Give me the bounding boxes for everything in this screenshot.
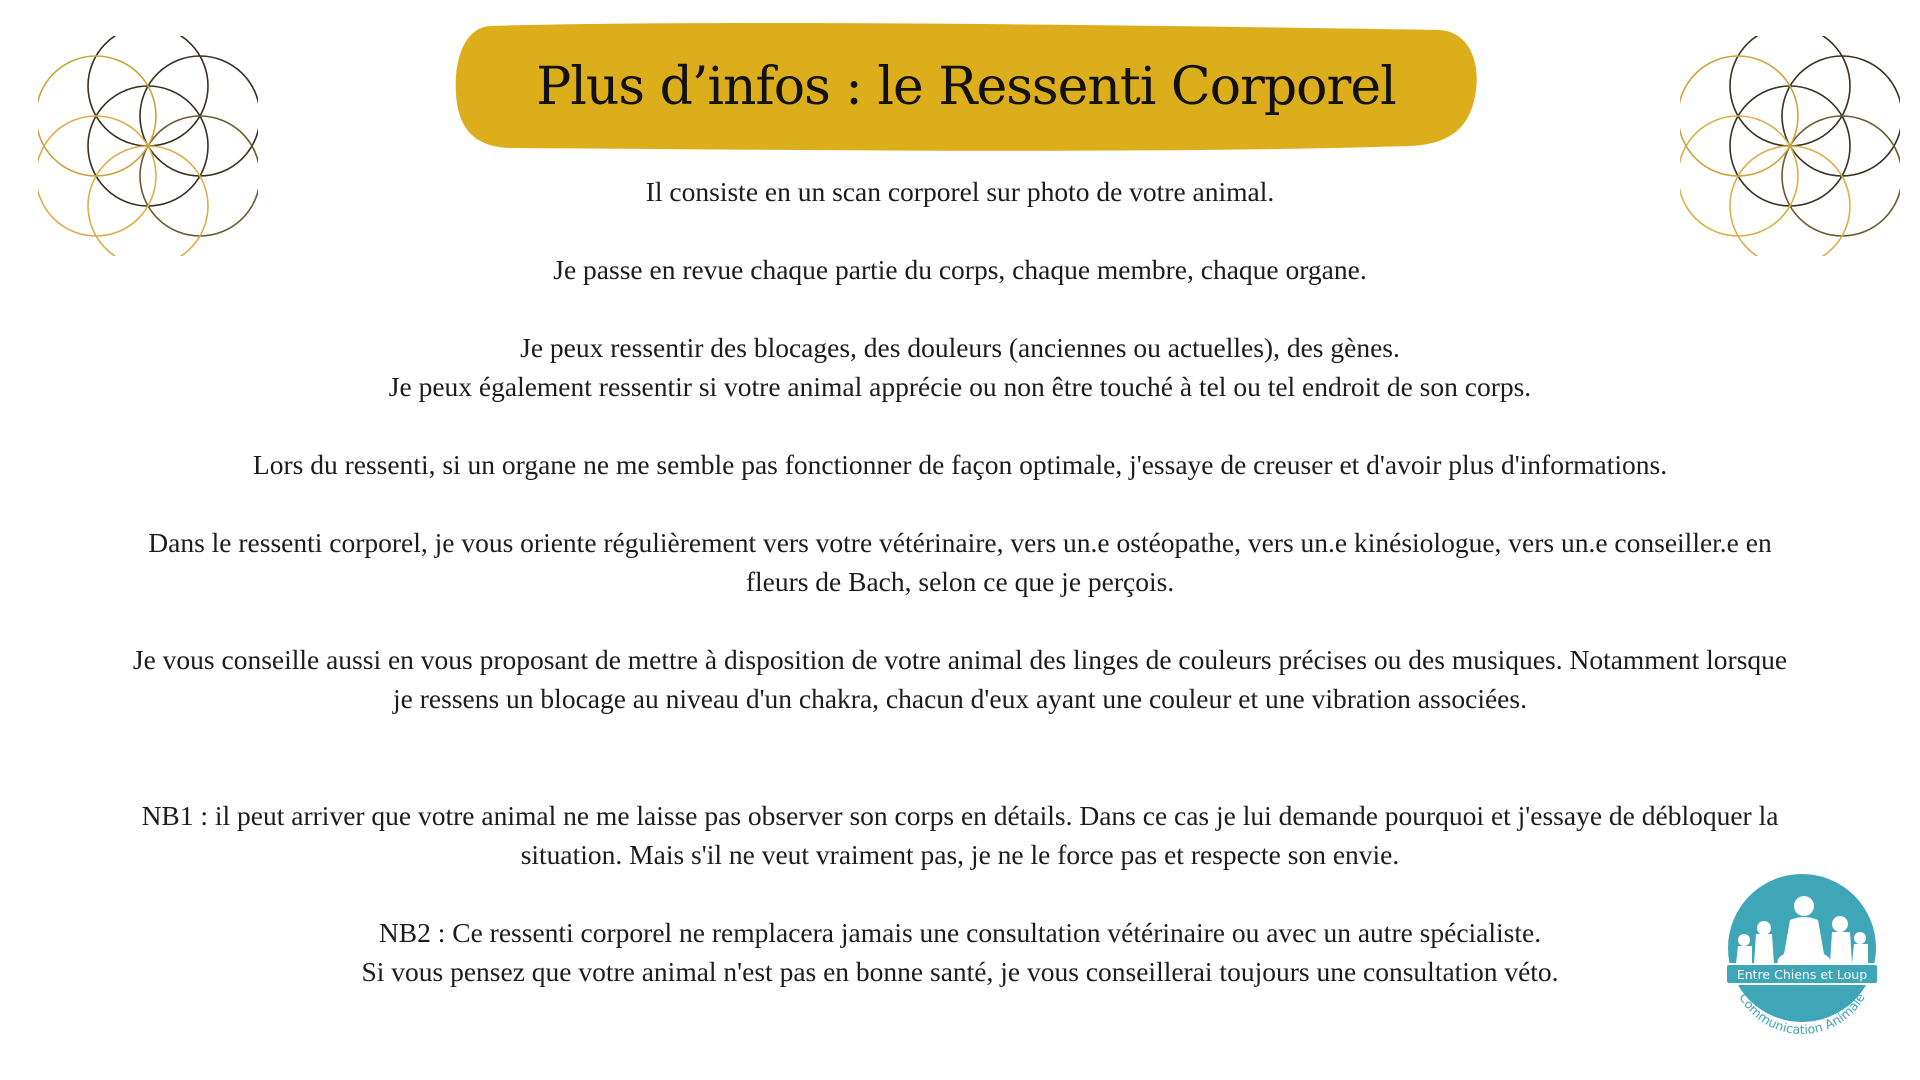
paragraph-intro: Il consiste en un scan corporel sur photo de votre animal. xyxy=(645,176,1275,207)
paragraph-feelings-line2: Je peux également ressentir si votre animal apprécie ou non être touché à tel ou tel endroit de son corps. xyxy=(388,371,1532,402)
logo-tagline: Communication Animale xyxy=(1736,990,1868,1038)
paragraph-advice-line2: je ressens un blocage au niveau d'un chakra, chacun d'eux ayant une couleur et une vibration associées. xyxy=(393,683,1527,714)
note-nb1-line2: situation. Mais s'il ne veut vraiment pas, je ne le force pas et respecte son envie. xyxy=(520,839,1400,870)
note-nb1-line1: NB1 : il peut arriver que votre animal ne me laisse pas observer son corps en détails. Dans ce cas je lui demande pourquoi et j'essaye de débloquer la xyxy=(141,800,1779,831)
paragraph-advice-line1: Je vous conseille aussi en vous proposant de mettre à disposition de votre animal des linges de couleurs précises ou des musiques. Notamment lorsque xyxy=(132,644,1788,675)
brand-logo xyxy=(1712,866,1892,1052)
note-nb2-line1: NB2 : Ce ressenti corporel ne remplacera jamais une consultation vétérinaire ou avec un autre spécialiste. xyxy=(378,917,1542,948)
paragraph-referral-line1: Dans le ressenti corporel, je vous oriente régulièrement vers votre vétérinaire, vers un.e ostéopathe, vers un.e kinésiologue, vers un.e conseiller.e en xyxy=(148,527,1772,558)
paragraph-scan: Je passe en revue chaque partie du corps, chaque membre, chaque organe. xyxy=(553,254,1367,285)
title-banner xyxy=(450,20,1482,154)
page-title: Plus d’infos : le Ressenti Corporel xyxy=(536,57,1396,117)
paragraph-referral-line2: fleurs de Bach, selon ce que je perçois. xyxy=(745,566,1175,597)
paragraph-feelings-line1: Je peux ressentir des blocages, des douleurs (anciennes ou actuelles), des gènes. xyxy=(520,332,1400,363)
main-content xyxy=(12,172,1908,991)
paragraph-organs: Lors du ressenti, si un organe ne me semble pas fonctionner de façon optimale, j'essaye de creuser et d'avoir plus d'informations. xyxy=(252,449,1668,480)
logo-brand-name: Entre Chiens et Loup xyxy=(1736,967,1868,982)
note-nb2-line2: Si vous pensez que votre animal n'est pas en bonne santé, je vous conseillerai toujours une consultation véto. xyxy=(361,956,1559,987)
brand-logo-svg xyxy=(1712,866,1892,1052)
